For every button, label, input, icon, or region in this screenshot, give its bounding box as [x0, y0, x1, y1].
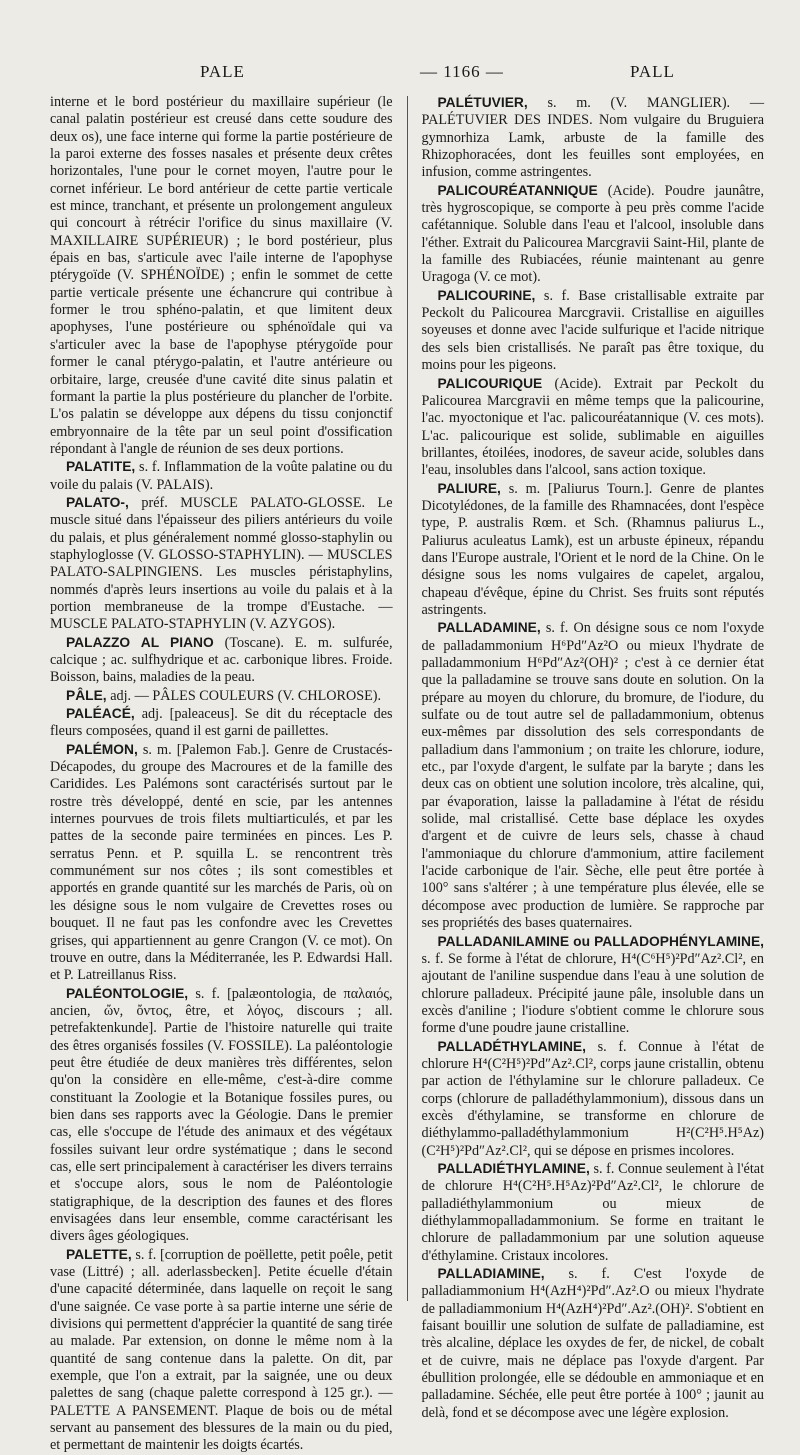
entry — [422, 619, 765, 932]
entry-body: s. m. [Paliurus Tourn.]. Genre de plantes Dicotylédones, de la famille des Rhamnacées, dont l'espèce type, P. australis Rœm. et Sch. (Rhamnus paliurus L., Paliurus aculeatus Lamk), est un arbuste épineux, répandu dans l'Europe australe, l'Orient et le nord de la Chine. On le désigne sous les noms vulgaires de capelet, argalou, chapeau d'évêque, épine du Christ. Ses fruits sont réputés astringents. — [421, 480, 765, 618]
entry — [422, 1160, 765, 1265]
entry — [422, 94, 765, 182]
entry — [50, 634, 393, 687]
entry-headword: PALLADIAMINE, — [437, 1266, 545, 1282]
entry-headword: PALLADÉTHYLAMINE, — [437, 1038, 586, 1054]
entry — [422, 1038, 765, 1160]
header-right-guideword: PALL — [630, 62, 675, 81]
entry-headword: PALÉMON, — [66, 741, 138, 757]
entry-body: adj. — PÂLES COULEURS (V. CHLOROSE). — [110, 687, 382, 704]
column-divider — [407, 96, 408, 1301]
two-column-body — [50, 94, 764, 1455]
entry-headword: PALICOURÉATANNIQUE — [437, 182, 598, 198]
entry-body: s. f. [palæontologia, de παλαιός, ancien, ὤν, ὄντος, être, et λόγος, discours ; all. petrefaktenkunde]. Partie de l'histoire naturelle qui traite des êtres organisés fossiles (V. FOSSILE). La paléontologie peut être étudiée de deux manières très différentes, selon qu'on la considère en elle-même, c'est-à-dire comme constituant la Zoologie et la Botanique fossiles pures, ou bien dans ses rapports avec la Géologie. Dans le premier cas, elle s'occupe de l'étude des animaux et des végétaux fossiles suivant leur ordre systématique ; dans le second cas, elle sert principalement à caractériser les divers terrains et s'occupe alors, sous le nom de Paléontologie statigraphique, de la description des faunes et des flores envisagées dans leur ensemble, comme caractérisant les divers âges géologiques. — [50, 985, 393, 1245]
entry-headword: PALATO-, — [66, 494, 129, 510]
entry-body: s. f. C'est l'oxyde de palladiammonium H⁴(AzH⁴)²Pd″.Az².O ou mieux l'hydrate de palladiammonium H⁴(AzH⁴)²Pd″.Az².(OH)². S'obtient en faisant bouillir une solution de sulfate de palladiamine, est très alcaline, déplace les oxydes de fer, de nickel, de cobalt et de cuivre, mais ne déplace pas l'oxyde d'argent. Par ébullition prolongée, elle se dédouble en ammoniaque et en palladamine. Séchée, elle peut être portée à 100° ; jaunit au delà, fond et se décompose avec une légère explosion. — [421, 1266, 765, 1421]
entry — [422, 182, 765, 287]
entry — [50, 1246, 393, 1455]
entry-body: préf. MUSCLE PALATO-GLOSSE. Le muscle situé dans l'épaisseur des piliers antérieurs du voile du palais, et plus généralement nommé glosso-staphylin ou staphyloglosse (V. GLOSSO-STAPHYLIN). — MUSCLES PALATO-SALPINGIENS. Les muscles péristaphylins, nommés d'après leurs insertions au voile du palais et à la portion membraneuse de la trompe d'Eustache. — MUSCLE PALATO-STAPHYLIN (V. AZYGOS). — [50, 494, 393, 633]
entry-headword: PALÉTUVIER, — [437, 95, 528, 110]
entry — [50, 705, 393, 741]
entry-headword: PALAZZO AL PIANO — [66, 634, 214, 650]
page-number: — 1166 — — [420, 62, 504, 81]
entry-body: (Acide). Extrait par Peckolt du Palicourea Marcgravii en même temps que la palicourine, l'ac. myoctonique et l'ac. palicouréatannique (V. ces mots). L'ac. palicourique est solide, sublimable en aiguilles brillantes, étoilées, inodores, de saveur acide, solubles dans l'eau, insolubles dans l'alcool, sans action toxique. — [421, 375, 765, 479]
continuation-text: interne et le bord postérieur du maxillaire supérieur (le canal palatin postérieur est creusé dans cette soudure des deux os), une face interne qui forme la partie postérieure de la paroi externe des fosses nasales et présente deux crêtes horizontales, l'une pour le cornet moyen, l'autre pour le cornet inférieur. Le bord antérieur de cette partie verticale est mince, tranchant, et présente un prolongement anguleux qui concourt à rétrécir l'orifice du sinus maxillaire (V. MAXILLAIRE SUPÉRIEUR) ; le bord postérieur, plus épais en bas, s'articule avec l'aile interne de l'apophyse ptérygoïde (V. SPHÉNOÏDE) ; enfin le sommet de cette partie verticale présente une échancrure qui contribue à former le trou sphéno-palatin, et que limitent deux apophyses, l'une postérieure ou sphénoïdale qui va s'articuler avec la base de l'apophyse ptérygoïde pour former le canal ptérygo-palatin, et l'autre antérieure ou orbitaire, large, creusée d'une cavité dite sinus palatin et formant la partie la plus postérieure du plancher de l'orbite. L'os palatin se développe aux dépens du tissu conjonctif embryonnaire de la tête par un seul point d'ossification répondant à l'angle de réunion de ses deux portions. — [50, 94, 393, 457]
entry-body: s. f. Base cristallisable extraite par Peckolt du Palicourea Marcgravii. Cristallise en aiguilles soyeuses et donne avec l'acide sulfurique et l'acide nitrique des sels bien cristallisés. Ne paraît pas être toxique, du moins pour les pigeons. — [421, 287, 765, 374]
entry-body: (Acide). Poudre jaunâtre, très hygroscopique, se comporte à peu près comme l'acide cafétannique. Soluble dans l'eau et l'alcool, insoluble dans l'éther. Extrait du Palicourea Marcgravii Saint-Hil, plante de la famille des Rubiacées, réunie maintenant au genre Uragoga (V. ce mot). — [421, 182, 765, 286]
header-left-guideword: PALE — [200, 62, 245, 81]
left-column — [50, 94, 393, 1455]
entry — [50, 458, 393, 494]
entry — [50, 687, 393, 705]
right-column — [422, 94, 765, 1455]
entry-headword: PÂLE, — [66, 687, 107, 703]
running-header — [50, 62, 764, 90]
entry-body: s. f. [corruption de poëllette, petit poêle, petit vase (Littré) ; all. aderlassbecken]. Petite écuelle d'étain d'une capacité déterminée, dans laquelle on reçoit le sang d'une saignée. Ce vase porte à sa partie interne une série de divisions qui permettent d'apprécier la quantité de sang tirée au malade. Par extension, on donne le même nom à la quantité de sang contenue dans la palette. On dit, par exemple, que l'on a extrait, par la saignée, une ou deux palettes de sang (chaque palette correspond à 125 gr.). — PALETTE A PANSEMENT. Plaque de bois ou de métal servant au pansement des blessures de la main ou du pied, et permettant de maintenir les doigts écartés. — [50, 1246, 393, 1454]
entry — [50, 494, 393, 634]
entry-body: s. f. Inflammation de la voûte palatine ou du voile du palais (V. PALAIS). — [50, 459, 393, 493]
entry-headword: PALIURE, — [437, 480, 501, 496]
entry-headword: PALLADAMINE, — [437, 620, 541, 636]
entry-headword: PALICOURIQUE — [437, 375, 543, 391]
entry-body: (Toscane). E. m. sulfurée, calcique ; ac. sulfhydrique et ac. carbonique libres. Froide. Boisson, bains, maladies de la peau. — [50, 634, 393, 686]
entry — [422, 287, 765, 375]
entry-body: s. f. Se forme à l'état de chlorure, H⁴(C⁶H⁵)²Pd″Az².Cl², en ajoutant de l'aniline suspendue dans l'eau à une solution de chlorure palladeux. Précipité jaune pâle, insoluble dans un excès d'aniline ; l'iodure s'obtient comme le chlorure sous forme d'une poudre jaune cristalline. — [421, 950, 765, 1037]
entry-headword: PALICOURINE, — [437, 287, 536, 303]
entry-headword: PALÉONTOLOGIE, — [66, 985, 189, 1001]
entry — [422, 933, 765, 1038]
entry-headword: PALLADIÉTHYLAMINE, — [437, 1160, 590, 1176]
entry-body: s. m. (V. MANGLIER). — PALÉTUVIER DES INDES. Nom vulgaire du Bruguiera gymnorhiza Lamk, arbuste de la famille des Rhizophoracées, dont les feuilles sont employées, en infusion, comme astringentes. — [421, 95, 765, 181]
entry-body: adj. [paleaceus]. Se dit du réceptacle des fleurs composées, quand il est garni de paillettes. — [50, 706, 393, 740]
entry — [422, 375, 765, 480]
entry — [422, 1265, 765, 1422]
entry — [50, 741, 393, 985]
entry — [50, 985, 393, 1246]
entry-body: s. f. Connue seulement à l'état de chlorure H⁴(C²H⁵.H⁵Az)²Pd″Az².Cl², le chlorure de palladiéthylammonium ou mieux de diéthylammopalladammonium. Se forme en traitant le chlorure de palladammonium par une solution aqueuse d'éthylamine. Cristaux incolores. — [421, 1160, 765, 1264]
entry-headword: PALATITE, — [66, 459, 136, 475]
entry — [422, 480, 765, 620]
entry-body: s. f. Connue à l'état de chlorure H⁴(C²H⁵)²Pd″Az².Cl², corps jaune cristallin, obtenu par action de l'éthylamine sur le chlorure palladeux. Ce corps (chlorure de palladéthylammonium), dissous dans un excès d'éthylamine, se transforme en chlorure de diéthylammo-palladéthylammonium H²(C²H⁵.H⁵Az)(C²H⁵)²Pd″Az².Cl², qui se dépose en prismes incolores. — [421, 1038, 765, 1159]
entry-headword: PALETTE, — [66, 1246, 132, 1262]
entry-headword: PALLADANILAMINE ou PALLADOPHÉNYLAMINE, — [437, 933, 765, 949]
entry-body: s. f. On désigne sous ce nom l'oxyde de palladammonium H⁶Pd″Az²O ou mieux l'hydrate de palladammonium H⁶Pd″Az²(OH)² ; c'est à ce dernier état que la palladamine se trouve sans doute en solution. On la prépare au moyen du chlorure, du bromure, de l'iodure, du sulfate ou de tout autre sel de palladammonium, obtenus eux-mêmes par dissolution des sels correspondants de palladium dans l'ammonium ; on traite les chlorure, iodure, etc., par l'oxyde d'argent, le sulfate par la baryte ; dans les deux cas on obtient une solution incolore, très alcaline, qui, par évaporation, laisse la palladamine à l'état de résidu solide, mal cristallisé. Cette base déplace les oxydes d'argent et de cuivre de leurs sels, chasse à chaud l'ammoniaque du chlorure d'ammonium, attire facilement l'acide carbonique de l'air. Sèche, elle peut être portée à 100° sans s'altérer ; à une température plus élevée, elle se décompose avec production de lumière. Se rapproche par ses propriétés des bases quaternaires. — [421, 620, 765, 932]
entry-headword: PALÉACÉ, — [66, 706, 135, 722]
entry-body: s. m. [Palemon Fab.]. Genre de Crustacés-Décapodes, du groupe des Macroures et de la famille des Caridides. Les Palémons sont caractérisés surtout par le rostre très développé, denté en scie, par les antennes internes pourvues de trois filets multiarticulés, et par les pattes de la seconde paire terminées en pinces. Les P. serratus Penn. et P. squilla L. se rencontrent très communément sur nos côtes ; ils sont comestibles et apportés en grande quantité sur les marchés de Paris, où on les désigne sous le nom vulgaire de Crevettes roses ou bouquet. Il ne faut pas les confondre avec les Crevettes grises, qui appartiennent au genre Crangon (V. ce mot). On trouve en outre, dans la Méditerranée, les P. Edwardsi Hall. et P. Latreillanus Riss. — [50, 741, 393, 984]
